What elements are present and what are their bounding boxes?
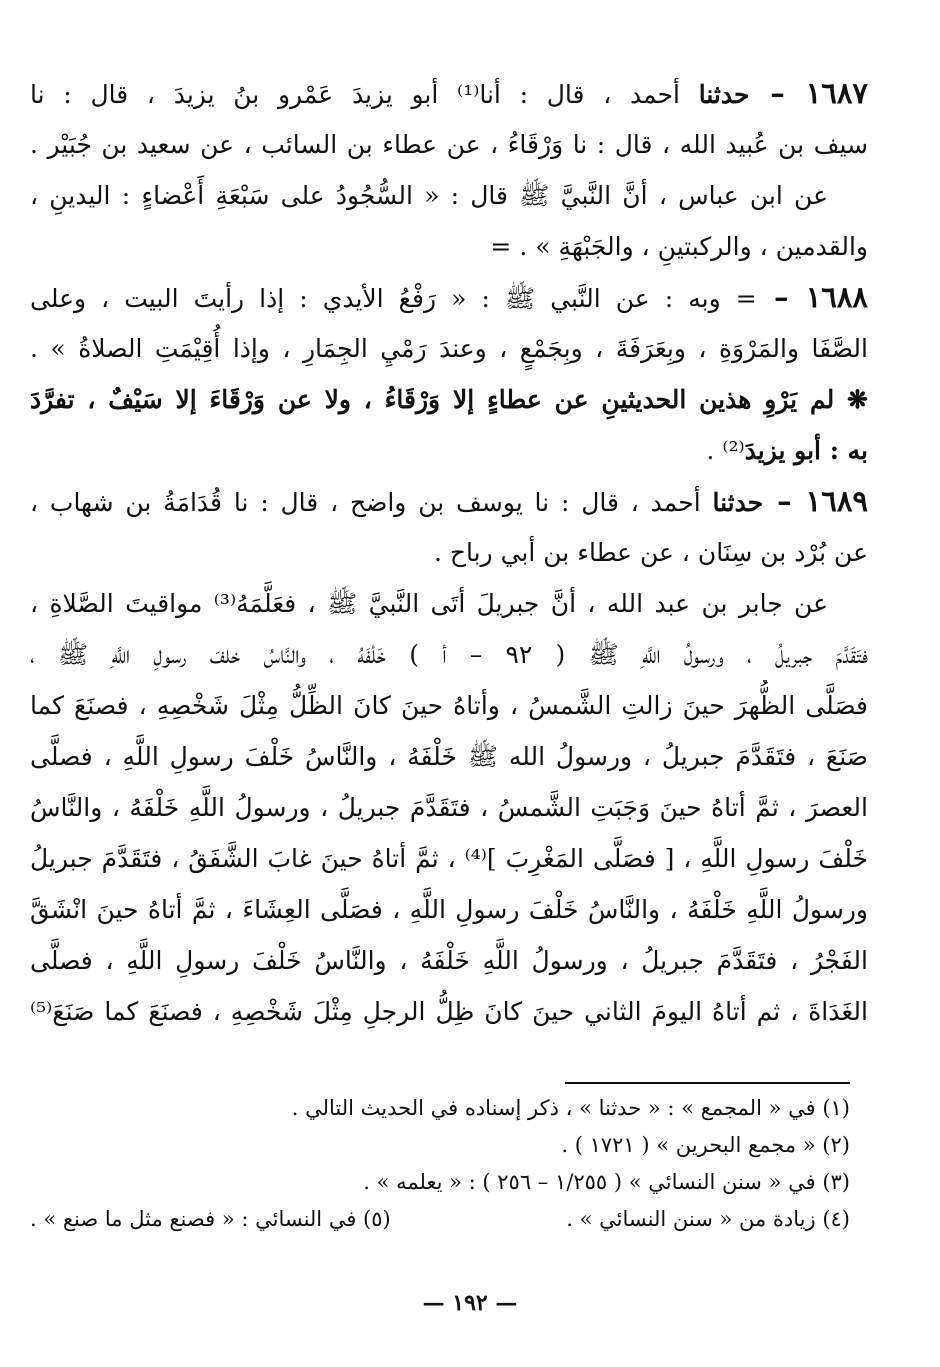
footnote-2: (٢) « مجمع البحرين » ( ١٧٢١ ) .	[561, 1133, 850, 1157]
hadith-number: ١٦٨٩ –	[763, 484, 868, 518]
footnote-5: (٥) في النسائي : « فصنع مثل ما صنع » .	[30, 1207, 391, 1231]
text-line: فتَقَدَّمَ جبريلُ ، ورسولُ اللَّهِ ﷺ ( ٩٢ – أ ) خَلْفَهُ ، والنَّاسُ خلفَ رسولِ اللَّهِ ﷺ ،	[30, 640, 868, 669]
footnote-row	[30, 1201, 850, 1238]
footnote-1: (١) في « المجمع » : « حدثنا » ، ذكر إسناده في الحديث التالي .	[291, 1096, 850, 1120]
text-line: عن جابر بن عبد الله ، أنَّ جبريلَ أتَى النَّبيَّ ﷺ ، فعَلَّمَهُ⁽³⁾ مواقيتَ الصَّلاةِ ،	[30, 589, 828, 618]
text-line: سيف بن عُبيد الله ، قال : نا وَرْقَاءُ ، عن عطاء بن السائب ، عن سعيد بن جُبَيْر .	[30, 130, 868, 159]
footnote-4: (٤) زيادة من « سنن النسائي » .	[566, 1207, 850, 1231]
page-number: — ١٩٢ —	[422, 1290, 518, 1316]
text-line: ١٦٨٧ – حدثنا أحمد ، قال : أنا⁽¹⁾ أبو يزيدَ عَمْرو بنُ يزيدَ ، قال : نا	[30, 76, 868, 110]
main-text	[30, 68, 868, 1037]
text-line: ١٦٨٩ – حدثنا أحمد ، قال : نا يوسف بن واضح ، قال : نا قُدَامَةُ بن شهاب ،	[30, 484, 868, 518]
hadith-number: ١٦٨٨ –	[756, 280, 868, 314]
hadith-number: ١٦٨٧ –	[749, 76, 868, 110]
text-line: صَنَعَ ، فتَقَدَّمَ جبريلُ ، ورسولُ الله ﷺ خَلْفَهُ ، والنَّاسُ خَلْفَ رسولِ اللَّهِ ، فصلَّى	[30, 742, 868, 771]
text-line: عن بُرْد بن سِنَان ، عن عطاء بن أبي رباح .	[433, 538, 868, 567]
star-icon: ❋	[834, 385, 868, 414]
text-line: الغَدَاةَ ، ثم أتاهُ اليومَ الثاني حينَ كانَ ظِلُّ الرجلِ مِثْلَ شَخْصِهِ ، فصنَعَ كما صَنَعَ⁽⁵⁾	[30, 997, 868, 1026]
text-line: ١٦٨٨ – = وبه : عن النَّبي ﷺ : « رَفْعُ الأيدي : إذا رأيتَ البيت ، وعلى	[30, 280, 868, 314]
footnote-3: (٣) في « سنن النسائي » ( ١/٢٥٥ – ٢٥٦ ) : « يعلمه » .	[363, 1170, 850, 1194]
text-line: العصرَ ، ثمَّ أتاهُ حينَ وَجَبَتِ الشَّمسُ ، فتَقَدَّمَ جبريلُ ، ورسولُ اللَّهِ خَلْفَهُ ، والنَّاسُ	[30, 793, 868, 822]
text-line: والقدمين ، والركبتينِ ، والجَبْهَةِ » . =	[490, 232, 868, 261]
text-line: ورسولُ اللَّهِ خَلْفَهُ ، والنَّاسُ خَلْفَ رسولِ اللَّهِ ، فصَلَّى العِشَاءَ ، ثمَّ أتاهُ حينَ انْشَقَّ	[30, 895, 868, 924]
footnotes	[30, 1090, 850, 1238]
text-line: فصَلَّى الظُّهرَ حينَ زالتِ الشَّمسُ ، وأتاهُ حينَ كانَ الظِّلُّ مِثْلَ شَخْصِهِ ، فصنَعَ كما	[30, 691, 868, 720]
text-line: عن ابن عباس ، أنَّ النَّبيَّ ﷺ قال : « السُّجُودُ على سَبْعَةِ أَعْضاءٍ : اليدينِ ،	[30, 181, 828, 210]
text-line: الصَّفَا والمَرْوَةِ ، وبِعَرَفَةَ ، وبِجَمْعٍ ، وعندَ رَمْيِ الجِمَارِ ، وإذا أُقِيْمَتِ الصلاةُ » .	[30, 334, 868, 363]
text-line: ❋ لم يَرْوِ هذين الحديثينِ عن عطاءٍ إلا وَرْقَاءُ ، ولا عن وَرْقَاءَ إلا سَيْفٌ ، تفرَّدَ	[30, 385, 868, 414]
text-line: خَلْفَ رسولِ اللَّهِ ، [ فصَلَّى المَغْرِبَ ]⁽⁴⁾ ، ثمَّ أتاهُ حينَ غابَ الشَّفَقُ ، فتَقَدَّمَ جبريلُ	[30, 844, 868, 873]
text-line: الفَجْرُ ، فتَقَدَّمَ جبريلُ ، ورسولُ اللَّهِ خَلْفَهُ ، والنَّاسُ خَلْفَ رسولِ اللَّهِ ، فصلَّى	[30, 946, 868, 975]
text-line: به : أبو يزيدَ⁽²⁾ .	[706, 436, 868, 465]
footnote-divider	[565, 1082, 850, 1084]
